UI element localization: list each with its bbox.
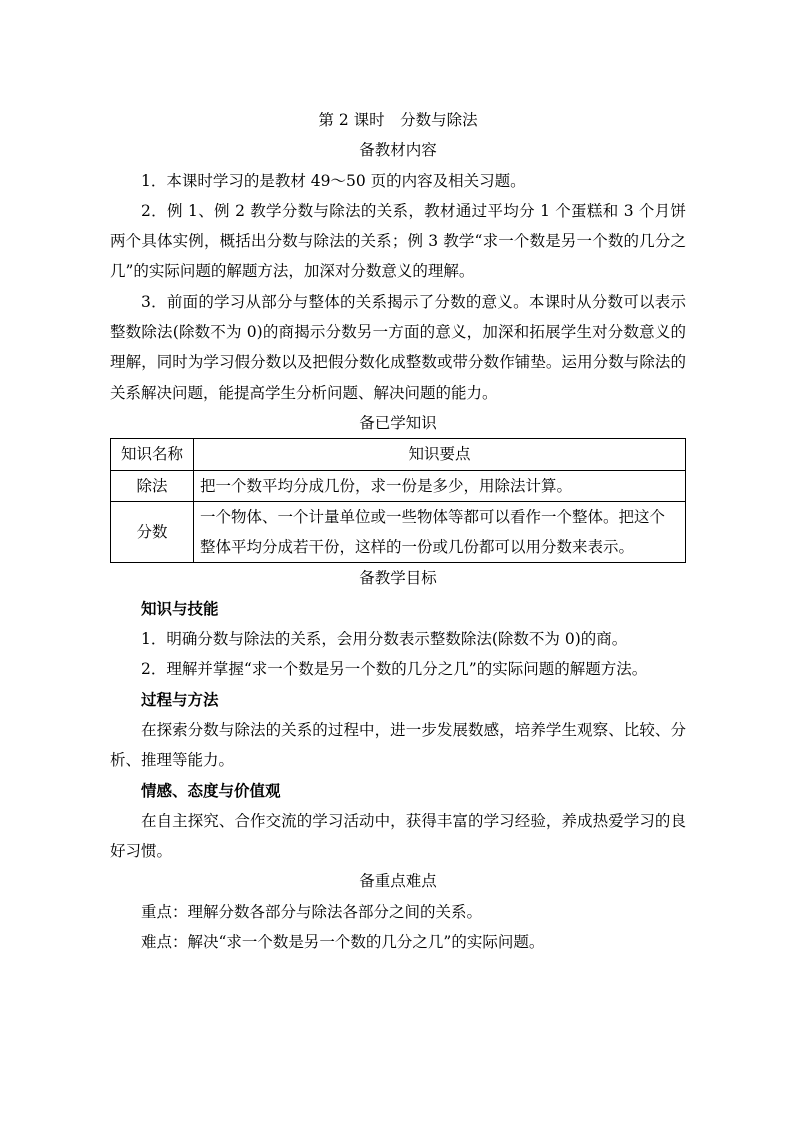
- table-cell: 分数: [111, 501, 194, 563]
- document-page: [110, 105, 686, 957]
- paragraph: 2．理解并掌握“求一个数是另一个数的几分之几”的实际问题的解题方法。: [141, 660, 648, 679]
- paragraph: 2．例 1、例 2 教学分数与除法的关系，教材通过平均分 1 个蛋糕和 3 个月饼两个具体实例，概括出分数与除法的关系；例 3 教学“求一个数是另一个数的几分之几”的实际问题的解题方法，加深对分数意义的理解。: [110, 201, 686, 281]
- paragraph: 在自主探究、合作交流的学习活动中，获得丰富的学习经验，养成热爱学习的良好习惯。: [110, 811, 686, 861]
- table-cell: 一个物体、一个计量单位或一些物体等都可以看作一个整体。把这个整体平均分成若干份，这样的一份或几份都可以用分数来表示。: [194, 501, 686, 563]
- table-row: [111, 470, 686, 501]
- lesson-title: 第 2 课时 分数与除法: [318, 111, 478, 129]
- section-heading-goals: 备教学目标: [359, 569, 437, 588]
- subheading: 知识与技能: [141, 598, 219, 618]
- subheading: 过程与方法: [141, 689, 219, 709]
- paragraph: 1．明确分数与除法的关系，会用分数表示整数除法(除数不为 0)的商。: [141, 630, 628, 649]
- section-heading-key-points: 备重点难点: [359, 872, 437, 891]
- table-cell: 除法: [111, 470, 194, 501]
- section-heading-knowledge: 备已学知识: [359, 413, 437, 432]
- knowledge-table: [110, 438, 686, 563]
- paragraph: 在探索分数与除法的关系的过程中，进一步发展数感，培养学生观察、比较、分析、推理等能力。: [110, 720, 686, 770]
- subheading: 情感、态度与价值观: [141, 780, 281, 800]
- paragraph: 1．本课时学习的是教材 49～50 页的内容及相关习题。: [141, 171, 526, 190]
- table-header-row: [111, 439, 686, 470]
- table-row: [111, 501, 686, 563]
- table-header: 知识名称: [111, 439, 194, 470]
- table-cell: 把一个数平均分成几份，求一份是多少，用除法计算。: [194, 470, 686, 501]
- paragraph: 重点：理解分数各部分与除法各部分之间的关系。: [141, 902, 483, 921]
- paragraph: 3．前面的学习从部分与整体的关系揭示了分数的意义。本课时从分数可以表示整数除法(除数不为 0)的商揭示分数另一方面的意义，加深和拓展学生对分数意义的理解，同时为学习假分数以及把假分数化成整数或带分数作铺垫。运用分数与除法的关系解决问题，能提高学生分析问题、解决问题的能力。: [110, 292, 686, 402]
- table-header: 知识要点: [194, 439, 686, 470]
- paragraph: 难点：解决“求一个数是另一个数的几分之几”的实际问题。: [141, 933, 545, 952]
- section-heading-content: 备教材内容: [359, 141, 437, 160]
